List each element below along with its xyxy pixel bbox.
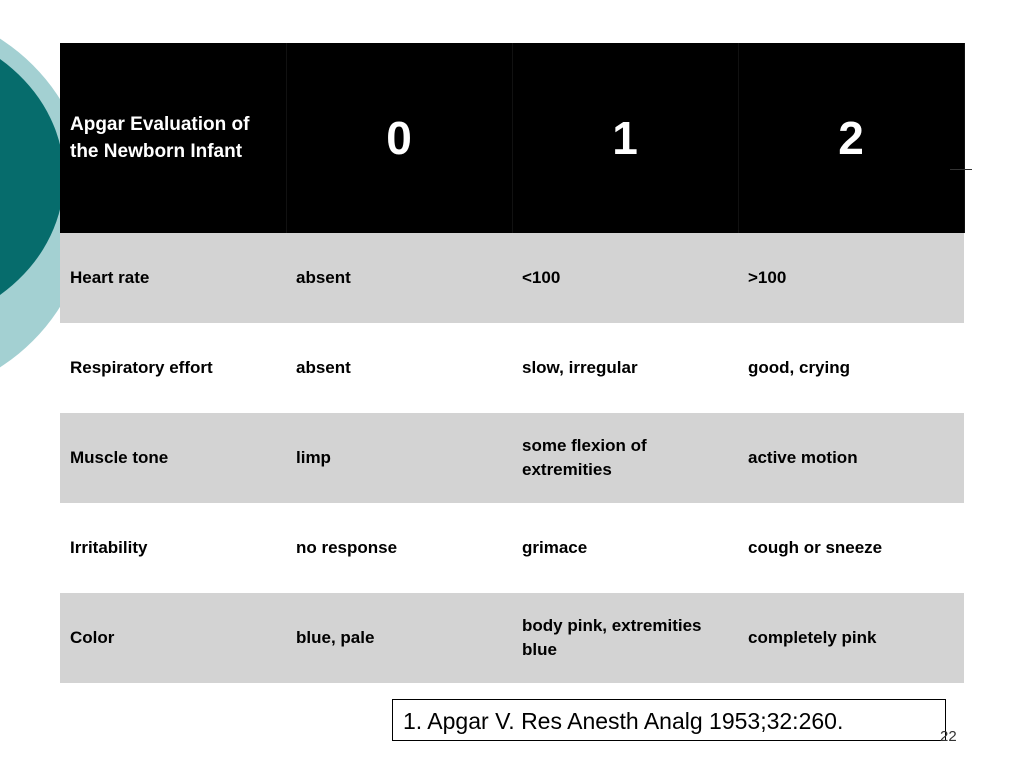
header-divider-line [950,169,972,170]
score-0-cell: absent [286,233,512,323]
score-0-cell: limp [286,413,512,503]
table-row [60,413,964,503]
score-0-cell: blue, pale [286,593,512,683]
table-row [60,593,964,683]
sign-cell: Color [60,593,286,683]
score-2-cell: active motion [738,413,964,503]
table-title: Apgar Evaluation of the Newborn Infant [60,43,286,233]
score-2-cell: good, crying [738,323,964,413]
score-1-cell: <100 [512,233,738,323]
score-1-cell: grimace [512,503,738,593]
score-header-1: 1 [512,43,738,233]
sign-cell: Respiratory effort [60,323,286,413]
table-row [60,323,964,413]
score-0-cell: no response [286,503,512,593]
header-row [60,43,964,233]
score-header-2: 2 [738,43,964,233]
score-1-cell: some flexion of extremities [512,413,738,503]
score-2-cell: >100 [738,233,964,323]
citation-box: 1. Apgar V. Res Anesth Analg 1953;32:260. [392,699,946,741]
score-1-cell: body pink, extremities blue [512,593,738,683]
score-2-cell: cough or sneeze [738,503,964,593]
sign-cell: Muscle tone [60,413,286,503]
sign-cell: Irritability [60,503,286,593]
score-2-cell: completely pink [738,593,964,683]
score-1-cell: slow, irregular [512,323,738,413]
apgar-table [60,43,965,683]
table-row [60,233,964,323]
sign-cell: Heart rate [60,233,286,323]
page-number: 22 [940,728,957,745]
score-header-0: 0 [286,43,512,233]
table-row [60,503,964,593]
score-0-cell: absent [286,323,512,413]
